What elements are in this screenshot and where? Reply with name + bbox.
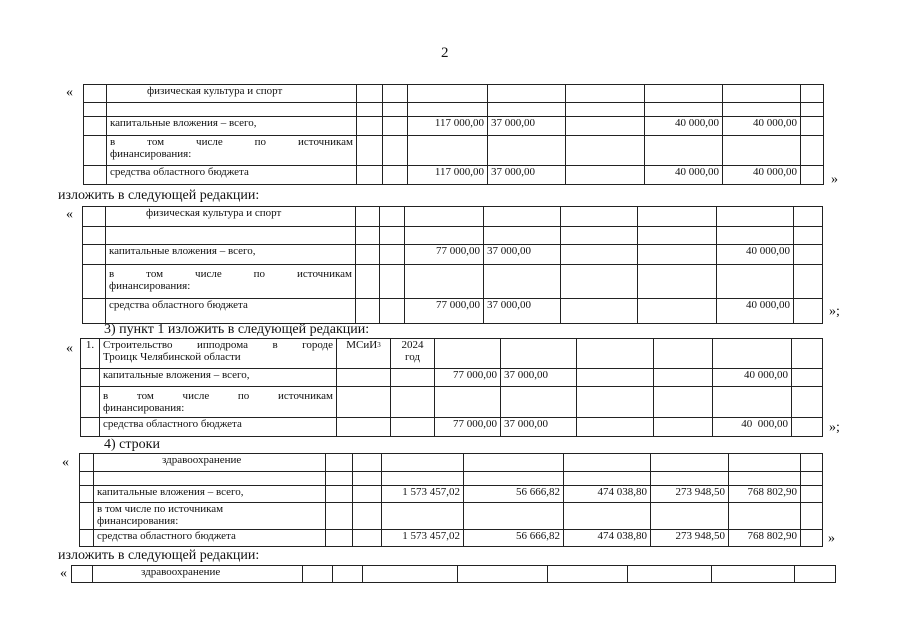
table-row <box>80 486 823 503</box>
value-cell: 37 000,00 <box>484 245 561 265</box>
open-quote: « <box>60 566 67 581</box>
close-quote: » <box>828 531 835 546</box>
owner-cell <box>337 339 391 369</box>
table-healthcare-new <box>71 565 836 583</box>
value-cell: 273 948,50 <box>651 486 729 503</box>
value-cell: 1 573 457,02 <box>382 486 464 503</box>
value-cell: 40 000,00 <box>717 299 794 324</box>
table-healthcare-current <box>79 453 823 547</box>
open-quote: « <box>66 341 73 356</box>
value-cell: 77 000,00 <box>435 369 501 387</box>
table-row <box>80 530 823 547</box>
row-label <box>106 265 356 299</box>
row-label <box>94 503 326 530</box>
row-label-line: финансирования: <box>103 402 185 414</box>
row-label: средства областного бюджета <box>100 418 337 437</box>
table-row <box>81 387 823 418</box>
item-number: 1. <box>81 339 100 369</box>
row-label: капитальные вложения – всего, <box>100 369 337 387</box>
row-label: средства областного бюджета <box>94 530 326 547</box>
section-title: физическая культура и спорт <box>107 85 357 103</box>
value-cell <box>566 166 645 185</box>
open-quote: « <box>62 455 69 470</box>
table-physical-culture-new <box>82 206 823 324</box>
value-cell <box>638 245 717 265</box>
value-cell: 40 000,00 <box>713 418 792 437</box>
value-cell: 474 038,80 <box>564 530 651 547</box>
row-label-line: в том числе по источникам <box>97 503 224 515</box>
project-title-line: Троицк Челябинской области <box>103 351 241 363</box>
table-row <box>83 265 823 299</box>
project-title-line: Строительство ипподрома в городе <box>103 339 333 351</box>
heading-replace: изложить в следующей редакции: <box>58 188 260 203</box>
value-cell: 474 038,80 <box>564 486 651 503</box>
value-cell: 37 000,00 <box>501 369 577 387</box>
value-cell: 77 000,00 <box>405 299 484 324</box>
table-row <box>83 299 823 324</box>
value-cell: 117 000,00 <box>408 117 488 136</box>
heading-item-4: 4) строки <box>104 437 160 452</box>
value-cell: 40 000,00 <box>723 166 801 185</box>
row-label: капитальные вложения – всего, <box>107 117 357 136</box>
row-label-line: финансирования: <box>109 280 191 292</box>
value-cell <box>577 418 654 437</box>
row-label: средства областного бюджета <box>107 166 357 185</box>
row-label-line: в том числе по источникам <box>103 390 333 402</box>
page-number: 2 <box>441 45 449 61</box>
value-cell: 37 000,00 <box>501 418 577 437</box>
table-row <box>80 503 823 530</box>
project-title <box>100 339 337 369</box>
value-cell <box>638 299 717 324</box>
row-label-line: финансирования: <box>97 515 179 527</box>
value-cell: 37 000,00 <box>488 166 566 185</box>
section-title: здравоохранение <box>93 566 303 583</box>
table-row <box>84 103 824 117</box>
value-cell <box>566 117 645 136</box>
value-cell: 40 000,00 <box>723 117 801 136</box>
value-cell <box>561 299 638 324</box>
value-cell <box>654 418 713 437</box>
table-hippodrome <box>80 338 823 437</box>
row-label: капитальные вложения – всего, <box>94 486 326 503</box>
row-label: средства областного бюджета <box>106 299 356 324</box>
value-cell: 768 802,90 <box>729 530 801 547</box>
value-cell: 37 000,00 <box>484 299 561 324</box>
value-cell <box>577 369 654 387</box>
table-row <box>81 369 823 387</box>
value-cell: 117 000,00 <box>408 166 488 185</box>
value-cell <box>654 369 713 387</box>
close-quote: »; <box>829 304 840 319</box>
open-quote: « <box>66 85 73 100</box>
table-physical-culture-current <box>83 84 824 185</box>
heading-replace: изложить в следующей редакции: <box>58 548 260 563</box>
row-label-line: в том числе по источникам <box>109 268 352 280</box>
section-title: здравоохранение <box>94 454 326 472</box>
table-row <box>81 339 823 369</box>
owner-abbr: МСиИ <box>346 339 378 351</box>
table-row <box>83 207 823 227</box>
table-row <box>83 227 823 245</box>
year-cell <box>391 339 435 369</box>
row-label <box>100 387 337 418</box>
value-cell: 40 000,00 <box>645 166 723 185</box>
value-cell: 77 000,00 <box>405 245 484 265</box>
section-title: физическая культура и спорт <box>106 207 356 227</box>
row-label: капитальные вложения – всего, <box>106 245 356 265</box>
table-row <box>80 472 823 486</box>
value-cell: 56 666,82 <box>464 486 564 503</box>
row-label-line: финансирования: <box>110 148 192 160</box>
value-cell: 1 573 457,02 <box>382 530 464 547</box>
close-quote: » <box>831 172 838 187</box>
value-cell: 40 000,00 <box>717 245 794 265</box>
value-cell <box>561 245 638 265</box>
close-quote: »; <box>829 420 840 435</box>
table-row <box>83 245 823 265</box>
table-row <box>84 85 824 103</box>
value-cell: 40 000,00 <box>645 117 723 136</box>
table-row <box>81 418 823 437</box>
table-row <box>80 454 823 472</box>
table-row <box>84 166 824 185</box>
table-row <box>84 136 824 166</box>
value-cell: 273 948,50 <box>651 530 729 547</box>
table-row <box>72 566 836 583</box>
value-cell: 37 000,00 <box>488 117 566 136</box>
year-line: 2024 <box>401 339 424 351</box>
value-cell: 77 000,00 <box>435 418 501 437</box>
open-quote: « <box>66 207 73 222</box>
owner-footnote: 3 <box>377 341 381 349</box>
value-cell: 40 000,00 <box>713 369 792 387</box>
year-line: год <box>404 351 421 363</box>
table-row <box>84 117 824 136</box>
heading-item-3: 3) пункт 1 изложить в следующей редакции: <box>104 322 370 337</box>
row-label <box>107 136 357 166</box>
row-label-line: в том числе по источникам <box>110 136 353 148</box>
value-cell: 56 666,82 <box>464 530 564 547</box>
value-cell: 768 802,90 <box>729 486 801 503</box>
